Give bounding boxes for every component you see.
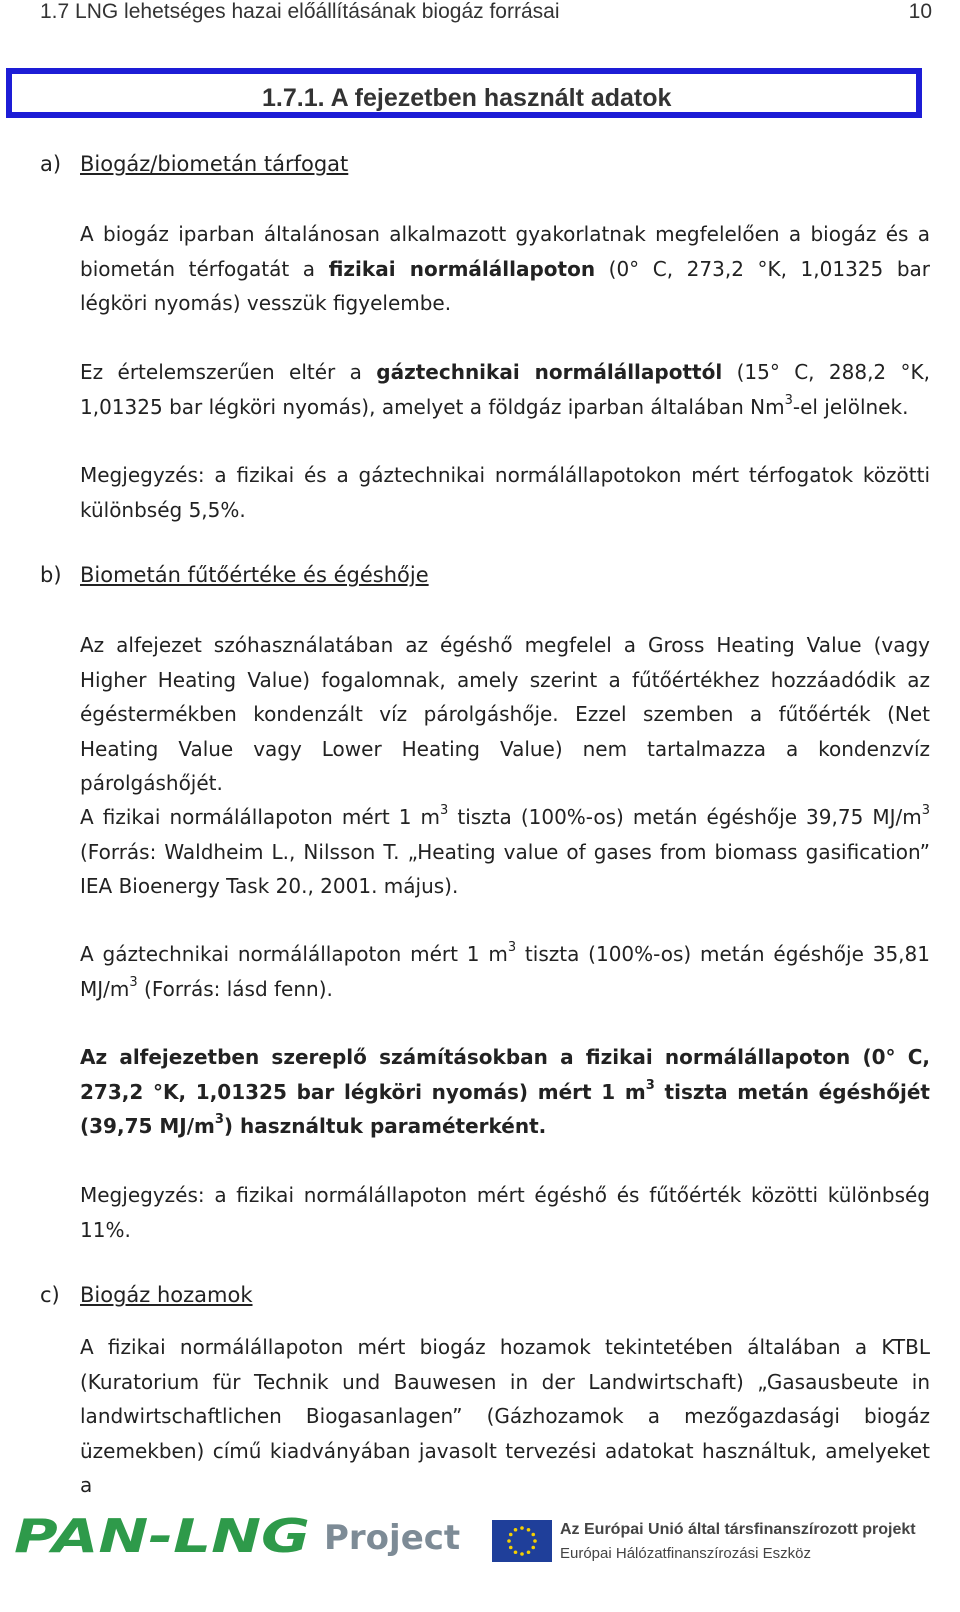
pan-lng-logo [14, 1510, 314, 1560]
eu-star [533, 1539, 537, 1543]
section-number: 1.7.1. [262, 84, 325, 112]
section-heading [262, 84, 671, 113]
paragraph-b1: Az alfejezet szóhasználatában az égéshő megfelel a Gross Heating Value (vagy Higher Heating Value) fogalomnak, amely szerint a fűtőértékhez hozzáadódik az égéstermékben kondenzált víz párolgáshője. Ezzel szemben a fűtőérték (Net Heating Value vagy Lower Heating Value) nem tartalmazza a kondenzvíz párolgáshőjét. [80, 633, 930, 795]
pan-lng-logo-text: PAN-LNG [14, 1510, 310, 1560]
item-heading-c: Biogáz hozamok [80, 1283, 253, 1307]
item-marker-a: a) [40, 152, 62, 176]
eu-flag-icon [492, 1520, 552, 1562]
eu-star [514, 1528, 518, 1532]
eu-star [509, 1546, 513, 1550]
running-header-title: 1.7 LNG lehetséges hazai előállításának biogáz forrásai [40, 0, 560, 23]
paragraph-b5: Megjegyzés: a fizikai normálállapoton mért égéshő és fűtőérték közötti különbség 11%. [80, 1183, 930, 1242]
eu-star [531, 1533, 535, 1537]
paragraph-a3: Megjegyzés: a fizikai és a gáztechnikai normálállapotokon mért térfogatok közötti különbség 5,5%. [80, 463, 930, 522]
paragraph-a2: Ez értelemszerűen eltér a gáztechnikai normálállapottól (15° C, 288,2 °K, 1,01325 bar légköri nyomás), amelyet a földgáz iparban általában Nm$^3$-el jelölnek. [80, 360, 931, 419]
section-title: A fejezetben használt adatok [330, 84, 672, 112]
eu-star [509, 1533, 513, 1537]
eu-star [527, 1528, 531, 1532]
eu-star [520, 1552, 524, 1556]
eu-star [507, 1539, 511, 1543]
paragraph-b4: Az alfejezetben szereplő számításokban a fizikai normálállapoton (0° C, 273,2 °K, 1,01325 bar légköri nyomás) mért 1 $m^3$ tiszta metán égéshőjét (39,75 $MJ/m^3$) használtuk paraméterként. [80, 1045, 930, 1138]
eu-star [520, 1526, 524, 1530]
paragraph-b3: A gáztechnikai normálállapoton mért 1 $m^3$ tiszta (100%-os) metán égéshője 35,81 $MJ/m^3$ (Forrás: lásd fenn). [80, 940, 930, 1001]
paragraph-a1: A biogáz iparban általánosan alkalmazott gyakorlatnak megfelelően a biogáz és a biometán térfogatát a fizikai normálállapoton (0° C, 273,2 °K, 1,01325 bar légköri nyomás) vesszük figyelembe. [80, 222, 930, 315]
paragraph-c1: A fizikai normálállapoton mért biogáz hozamok tekintetében általában a KTBL (Kuratorium für Technik und Bauwesen in der Landwirtschaft) „Gasausbeute in landwirtschaftlichen Biogasanlagen” (Gázhozamok a mezőgazdasági biogáz üzemekben) című kiadványában javasolt tervezési adatokat használtuk, amelyeket a [80, 1335, 930, 1497]
item-marker-c: c) [40, 1283, 60, 1307]
eu-facility-text: Európai Hálózatfinanszírozási Eszköz [560, 1545, 811, 1562]
eu-star [531, 1546, 535, 1550]
project-logo-text: Project [324, 1518, 461, 1558]
item-marker-b: b) [40, 563, 62, 587]
item-heading-b: Biometán fűtőértéke és égéshője [80, 563, 429, 587]
page-number: 10 [908, 0, 932, 23]
eu-star [514, 1550, 518, 1554]
eu-cofinanced-text: Az Európai Unió által társfinanszírozott projekt [560, 1521, 916, 1538]
paragraph-b2: A fizikai normálállapoton mért 1 $m^3$ tiszta (100%-os) metán égéshője 39,75 $MJ/m^3$ (Forrás: Waldheim L., Nilsson T. „Heating value of gases from biomass gasification” IEA Bioenergy Task 20., 2001. május). [80, 803, 930, 898]
item-heading-a: Biogáz/biometán tárfogat [80, 152, 349, 176]
eu-star [527, 1550, 531, 1554]
